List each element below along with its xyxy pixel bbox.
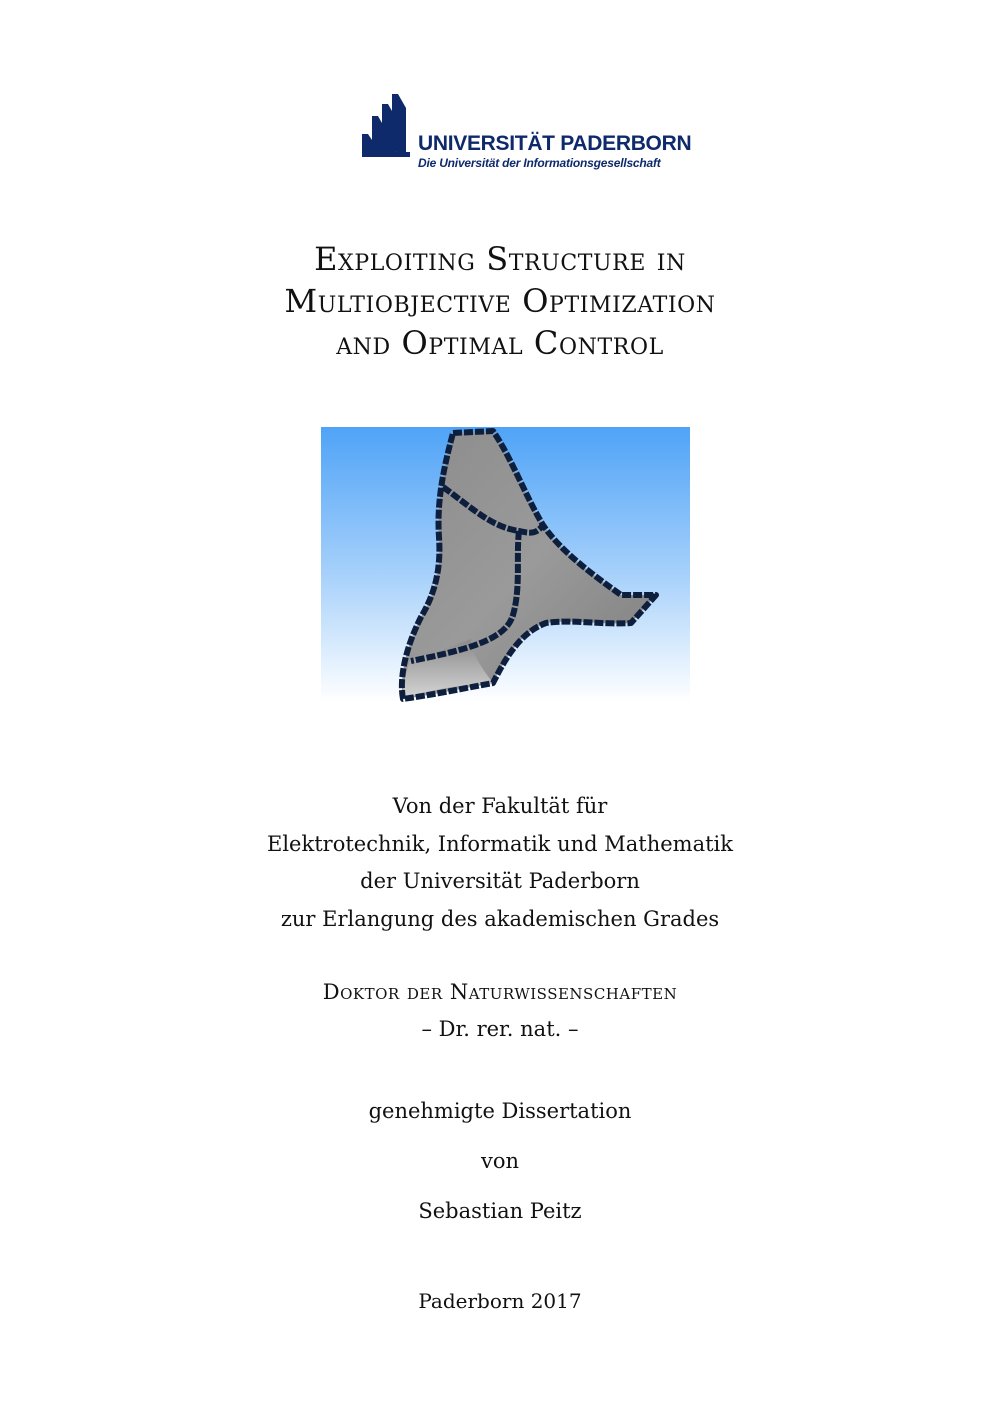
faculty-line: zur Erlangung des akademischen Grades <box>280 906 720 931</box>
dissertation-title <box>0 238 1000 364</box>
university-emblem-icon <box>362 94 414 158</box>
degree <box>0 974 1000 1048</box>
faculty-statement <box>0 788 1000 938</box>
cover-figure <box>321 427 690 702</box>
title-line: and Optimal Control <box>336 324 664 362</box>
title-line: Multiobjective Optimization <box>284 282 716 320</box>
place-year: Paderborn 2017 <box>418 1289 582 1313</box>
faculty-line: Elektrotechnik, Informatik und Mathematik <box>267 831 733 856</box>
faculty-line: Von der Fakultät für <box>392 794 608 818</box>
approved-dissertation: genehmigte Dissertation <box>368 1099 632 1123</box>
author-name: Sebastian Peitz <box>418 1199 582 1223</box>
university-tagline: Die Universität der Informationsgesellschaft <box>418 156 661 170</box>
by-label: von <box>480 1149 520 1173</box>
degree-abbreviation: – Dr. rer. nat. – <box>421 1017 579 1041</box>
faculty-line: der Universität Paderborn <box>360 869 640 893</box>
title-line: Exploiting Structure in <box>314 240 686 278</box>
university-logo <box>362 94 692 176</box>
degree-name: Doktor der Naturwissenschaften <box>322 980 678 1004</box>
university-name: UNIVERSITÄT PADERBORN <box>418 132 692 155</box>
